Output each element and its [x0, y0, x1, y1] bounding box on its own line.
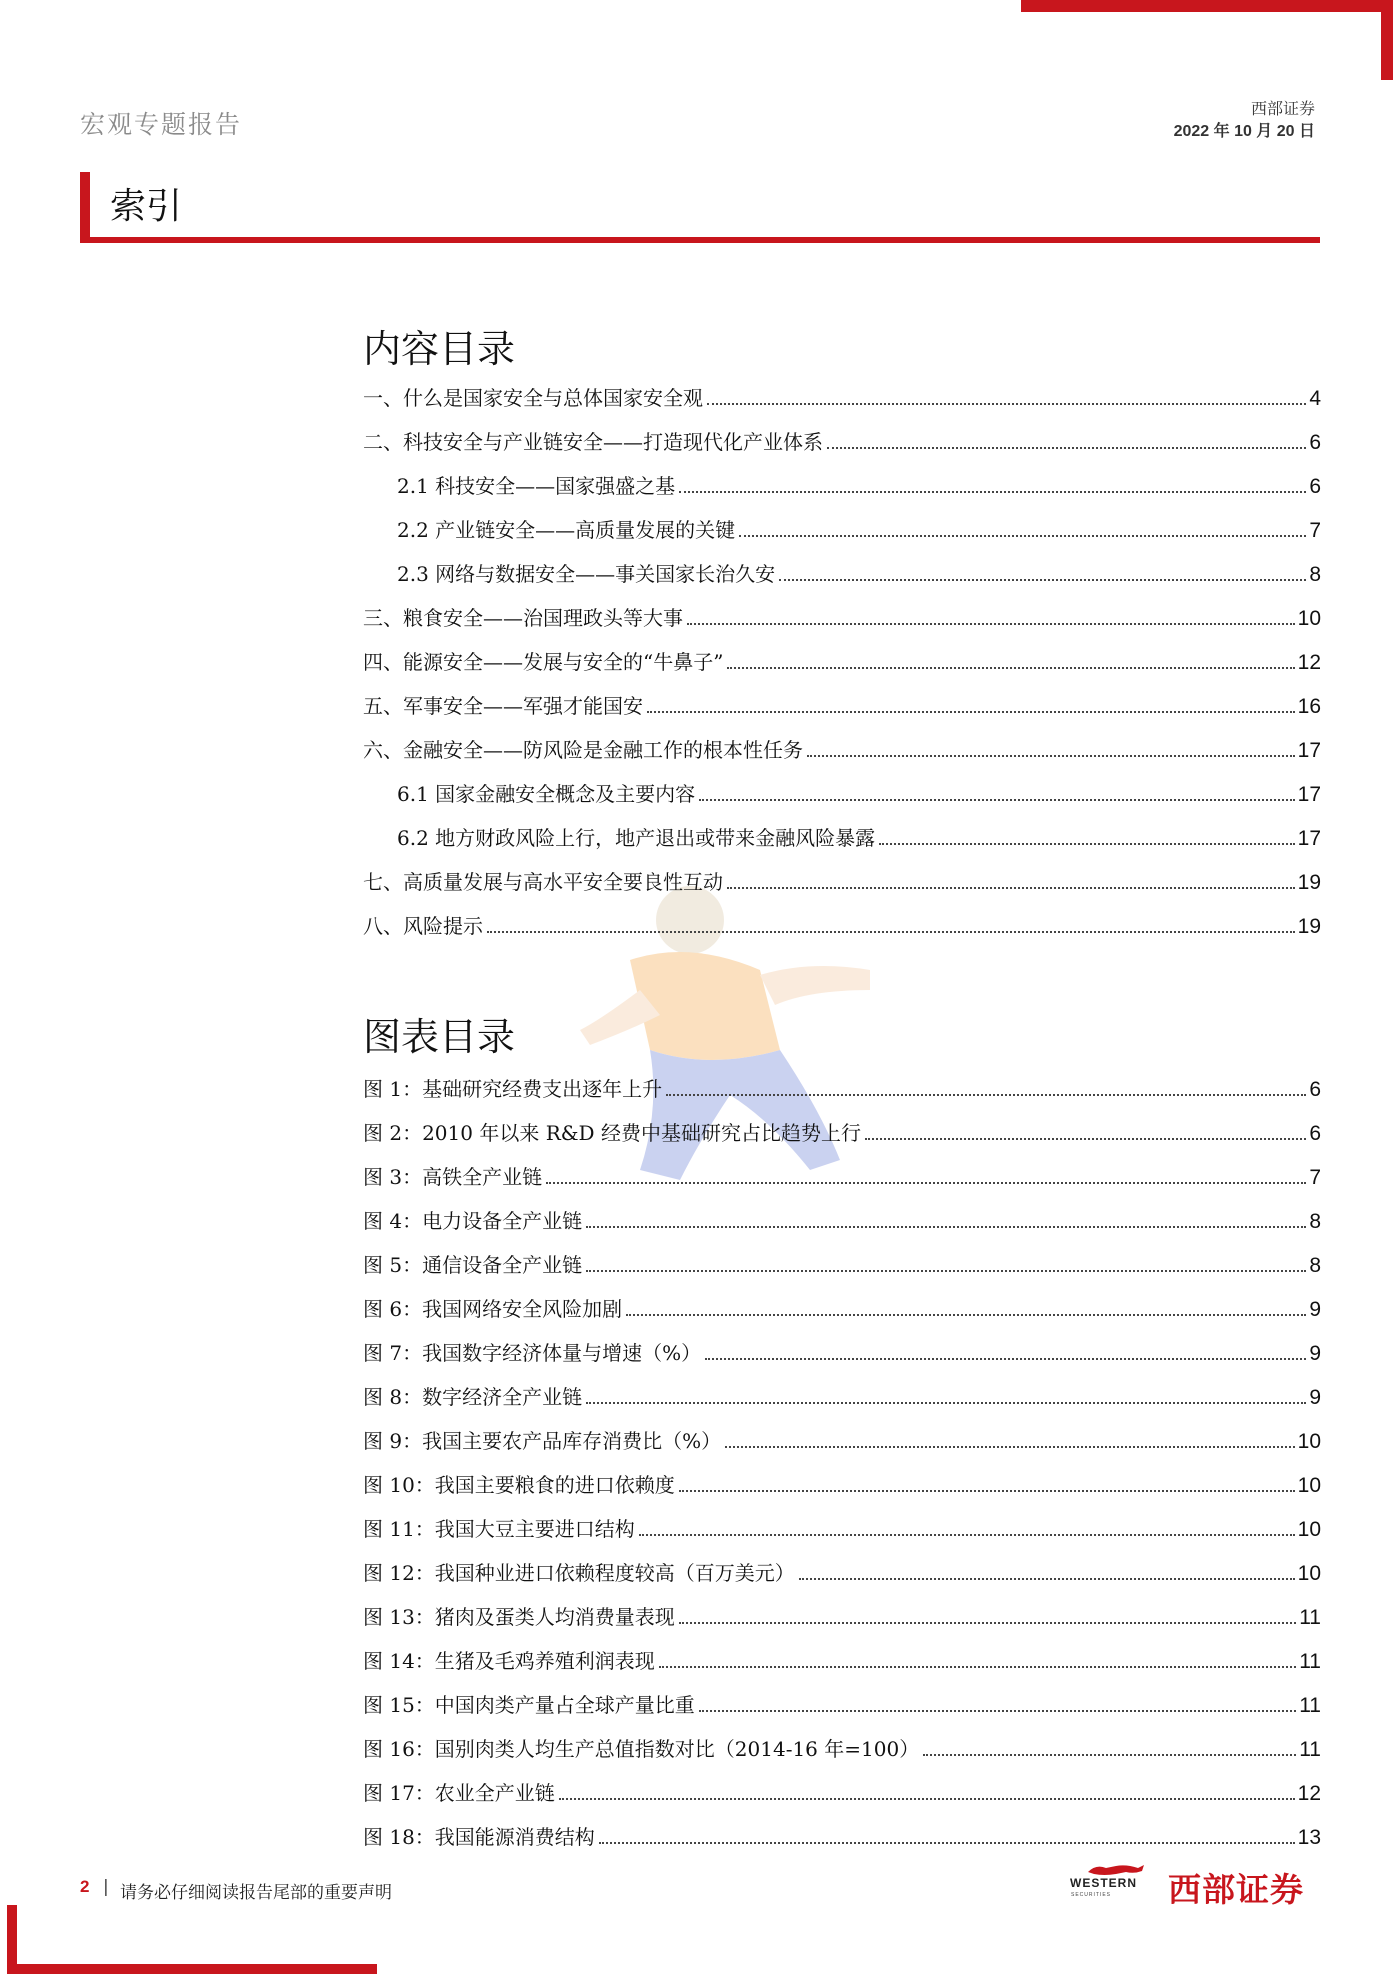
toc-entry-title: 2.1 科技安全——国家强盛之基: [397, 474, 676, 498]
toc-entry-title: 图 18：我国能源消费结构: [363, 1825, 595, 1849]
toc-entry[interactable]: [363, 778, 1321, 822]
toc-entry-page: 9: [1309, 1342, 1321, 1365]
toc-entry[interactable]: [363, 1117, 1321, 1161]
corner-frame-right: [1381, 0, 1393, 80]
toc-entry[interactable]: [363, 426, 1321, 470]
company-name: 西部证券: [1250, 99, 1315, 118]
toc-dot-leader: [699, 799, 1294, 801]
toc-entry-page: 8: [1309, 563, 1321, 586]
toc-entry-page: 6: [1309, 1078, 1321, 1101]
toc-entry-title: 图 8：数字经济全产业链: [363, 1385, 583, 1409]
toc-dot-leader: [725, 1446, 1295, 1448]
contents-heading: 内容目录: [363, 327, 516, 371]
toc-entry-page: 6: [1309, 475, 1321, 498]
toc-entry-page: 13: [1297, 1826, 1321, 1849]
toc-dot-leader: [865, 1138, 1306, 1140]
logo-text-en-sub: SECURITIES: [1071, 1892, 1112, 1898]
toc-dot-leader: [807, 755, 1295, 757]
toc-dot-leader: [879, 843, 1294, 845]
figures-list: [363, 1073, 1321, 1865]
toc-entry-page: 6: [1309, 1122, 1321, 1145]
toc-entry[interactable]: [363, 1161, 1321, 1205]
toc-entry[interactable]: [363, 1293, 1321, 1337]
toc-entry-page: 10: [1297, 1562, 1321, 1585]
toc-entry-title: 图 1：基础研究经费支出逐年上升: [363, 1077, 663, 1101]
toc-entry-title: 图 14：生猪及毛鸡养殖利润表现: [363, 1649, 655, 1673]
toc-dot-leader: [727, 667, 1294, 669]
toc-entry-title: 图 17：农业全产业链: [363, 1781, 555, 1805]
toc-dot-leader: [727, 887, 1295, 889]
toc-dot-leader: [666, 1094, 1306, 1096]
corner-frame-bottom: [7, 1964, 377, 1974]
toc-entry-page: 10: [1297, 607, 1321, 630]
toc-entry-title: 图 2：2010 年以来 R&D 经费中基础研究占比趋势上行: [363, 1121, 861, 1145]
toc-entry-page: 11: [1299, 1650, 1321, 1673]
toc-entry[interactable]: [363, 734, 1321, 778]
toc-entry-title: 图 13：猪肉及蛋类人均消费量表现: [363, 1605, 675, 1629]
toc-entry-page: 6: [1309, 431, 1321, 454]
toc-entry[interactable]: [363, 470, 1321, 514]
toc-entry[interactable]: [363, 1777, 1321, 1821]
toc-dot-leader: [626, 1314, 1306, 1316]
footer-separator: |: [103, 1877, 109, 1897]
toc-entry[interactable]: [363, 1645, 1321, 1689]
toc-dot-leader: [586, 1270, 1306, 1272]
title-accent-bar: [80, 172, 90, 237]
footer-disclaimer: 请务必仔细阅读报告尾部的重要声明: [120, 1883, 392, 1903]
toc-dot-leader: [599, 1842, 1295, 1844]
toc-entry[interactable]: [363, 558, 1321, 602]
toc-dot-leader: [679, 1622, 1296, 1624]
toc-entry[interactable]: [363, 690, 1321, 734]
toc-entry-title: 6.2 地方财政风险上行，地产退出或带来金融风险暴露: [397, 826, 876, 850]
toc-dot-leader: [586, 1226, 1306, 1228]
report-date: 2022 年 10 月 20 日: [1173, 123, 1315, 140]
toc-entry-title: 图 11：我国大豆主要进口结构: [363, 1517, 635, 1541]
toc-dot-leader: [679, 1490, 1295, 1492]
company-logo: [1070, 1862, 1320, 1910]
toc-entry[interactable]: [363, 822, 1321, 866]
toc-entry-page: 8: [1309, 1254, 1321, 1277]
toc-entry-title: 图 16：国别肉类人均生产总值指数对比（2014-16 年=100）: [363, 1737, 920, 1761]
toc-entry-page: 17: [1297, 827, 1321, 850]
toc-entry[interactable]: [363, 1601, 1321, 1645]
toc-entry[interactable]: [363, 382, 1321, 426]
toc-entry[interactable]: [363, 646, 1321, 690]
toc-entry-title: 图 6：我国网络安全风险加剧: [363, 1297, 623, 1321]
toc-dot-leader: [586, 1402, 1306, 1404]
toc-entry[interactable]: [363, 866, 1321, 910]
section-title: 索引: [110, 186, 183, 227]
toc-dot-leader: [707, 403, 1306, 405]
toc-dot-leader: [659, 1666, 1296, 1668]
toc-entry-title: 四、能源安全——发展与安全的“牛鼻子”: [363, 650, 724, 674]
contents-list: [363, 382, 1321, 954]
toc-entry-title: 图 9：我国主要农产品库存消费比（%）: [363, 1429, 722, 1453]
toc-dot-leader: [546, 1182, 1306, 1184]
toc-entry-page: 7: [1309, 519, 1321, 542]
toc-entry[interactable]: [363, 1381, 1321, 1425]
title-rule: [80, 237, 1320, 243]
toc-entry-title: 图 5：通信设备全产业链: [363, 1253, 583, 1277]
toc-entry-page: 19: [1297, 871, 1321, 894]
toc-dot-leader: [679, 491, 1306, 493]
toc-entry-title: 6.1 国家金融安全概念及主要内容: [397, 782, 696, 806]
toc-entry-page: 11: [1299, 1694, 1321, 1717]
toc-entry-page: 7: [1309, 1166, 1321, 1189]
toc-dot-leader: [559, 1798, 1295, 1800]
toc-dot-leader: [779, 579, 1306, 581]
toc-entry-page: 9: [1309, 1298, 1321, 1321]
toc-entry-title: 五、军事安全——军强才能国安: [363, 694, 643, 718]
toc-entry[interactable]: [363, 602, 1321, 646]
toc-entry-page: 9: [1309, 1386, 1321, 1409]
toc-entry-page: 17: [1297, 739, 1321, 762]
toc-dot-leader: [827, 447, 1306, 449]
toc-entry-page: 16: [1297, 695, 1321, 718]
toc-entry-page: 10: [1297, 1430, 1321, 1453]
corner-frame-top: [1021, 0, 1393, 12]
toc-entry-title: 图 3：高铁全产业链: [363, 1165, 543, 1189]
toc-entry-title: 2.3 网络与数据安全——事关国家长治久安: [397, 562, 776, 586]
toc-entry-page: 12: [1297, 651, 1321, 674]
toc-entry[interactable]: [363, 1425, 1321, 1469]
toc-entry-page: 10: [1297, 1474, 1321, 1497]
toc-entry[interactable]: [363, 1205, 1321, 1249]
toc-entry-page: 19: [1297, 915, 1321, 938]
toc-dot-leader: [699, 1710, 1296, 1712]
toc-entry-title: 图 4：电力设备全产业链: [363, 1209, 583, 1233]
toc-entry-title: 图 12：我国种业进口依赖程度较高（百万美元）: [363, 1561, 795, 1585]
toc-entry[interactable]: [363, 1073, 1321, 1117]
corner-frame-left: [7, 1905, 17, 1974]
toc-entry[interactable]: [363, 1337, 1321, 1381]
toc-entry-page: 17: [1297, 783, 1321, 806]
toc-entry-title: 七、高质量发展与高水平安全要良性互动: [363, 870, 723, 894]
figures-heading: 图表目录: [363, 1015, 516, 1059]
toc-entry-title: 图 7：我国数字经济体量与增速（%）: [363, 1341, 702, 1365]
toc-entry-title: 图 15：中国肉类产量占全球产量比重: [363, 1693, 695, 1717]
toc-dot-leader: [487, 931, 1295, 933]
toc-entry-title: 一、什么是国家安全与总体国家安全观: [363, 386, 703, 410]
toc-dot-leader: [639, 1534, 1295, 1536]
toc-entry[interactable]: [363, 1513, 1321, 1557]
toc-dot-leader: [799, 1578, 1295, 1580]
toc-entry[interactable]: [363, 1469, 1321, 1513]
toc-entry[interactable]: [363, 1249, 1321, 1293]
toc-entry-page: 11: [1299, 1738, 1321, 1761]
toc-entry[interactable]: [363, 1557, 1321, 1601]
toc-entry-page: 10: [1297, 1518, 1321, 1541]
toc-entry[interactable]: [363, 1689, 1321, 1733]
logo-text-en: WESTERN: [1070, 1876, 1137, 1890]
toc-entry-page: 8: [1309, 1210, 1321, 1233]
toc-entry-title: 2.2 产业链安全——高质量发展的关键: [397, 518, 736, 542]
toc-dot-leader: [705, 1358, 1306, 1360]
toc-dot-leader: [687, 623, 1295, 625]
toc-entry-title: 三、粮食安全——治国理政头等大事: [363, 606, 683, 630]
logo-text-cn: 西部证券: [1168, 1870, 1304, 1909]
toc-entry[interactable]: [363, 1733, 1321, 1777]
toc-entry-title: 图 10：我国主要粮食的进口依赖度: [363, 1473, 675, 1497]
toc-entry[interactable]: [363, 1821, 1321, 1865]
toc-entry-title: 二、科技安全与产业链安全——打造现代化产业体系: [363, 430, 823, 454]
toc-entry[interactable]: [363, 514, 1321, 558]
toc-dot-leader: [923, 1754, 1296, 1756]
report-type: 宏观专题报告: [80, 110, 243, 139]
toc-dot-leader: [739, 535, 1306, 537]
toc-entry-title: 八、风险提示: [363, 914, 483, 938]
toc-dot-leader: [647, 711, 1295, 713]
toc-entry-page: 4: [1309, 387, 1321, 410]
toc-entry-page: 11: [1299, 1606, 1321, 1629]
toc-entry-title: 六、金融安全——防风险是金融工作的根本性任务: [363, 738, 803, 762]
footer-page-number: 2: [80, 1877, 90, 1896]
toc-entry-page: 12: [1297, 1782, 1321, 1805]
toc-entry[interactable]: [363, 910, 1321, 954]
